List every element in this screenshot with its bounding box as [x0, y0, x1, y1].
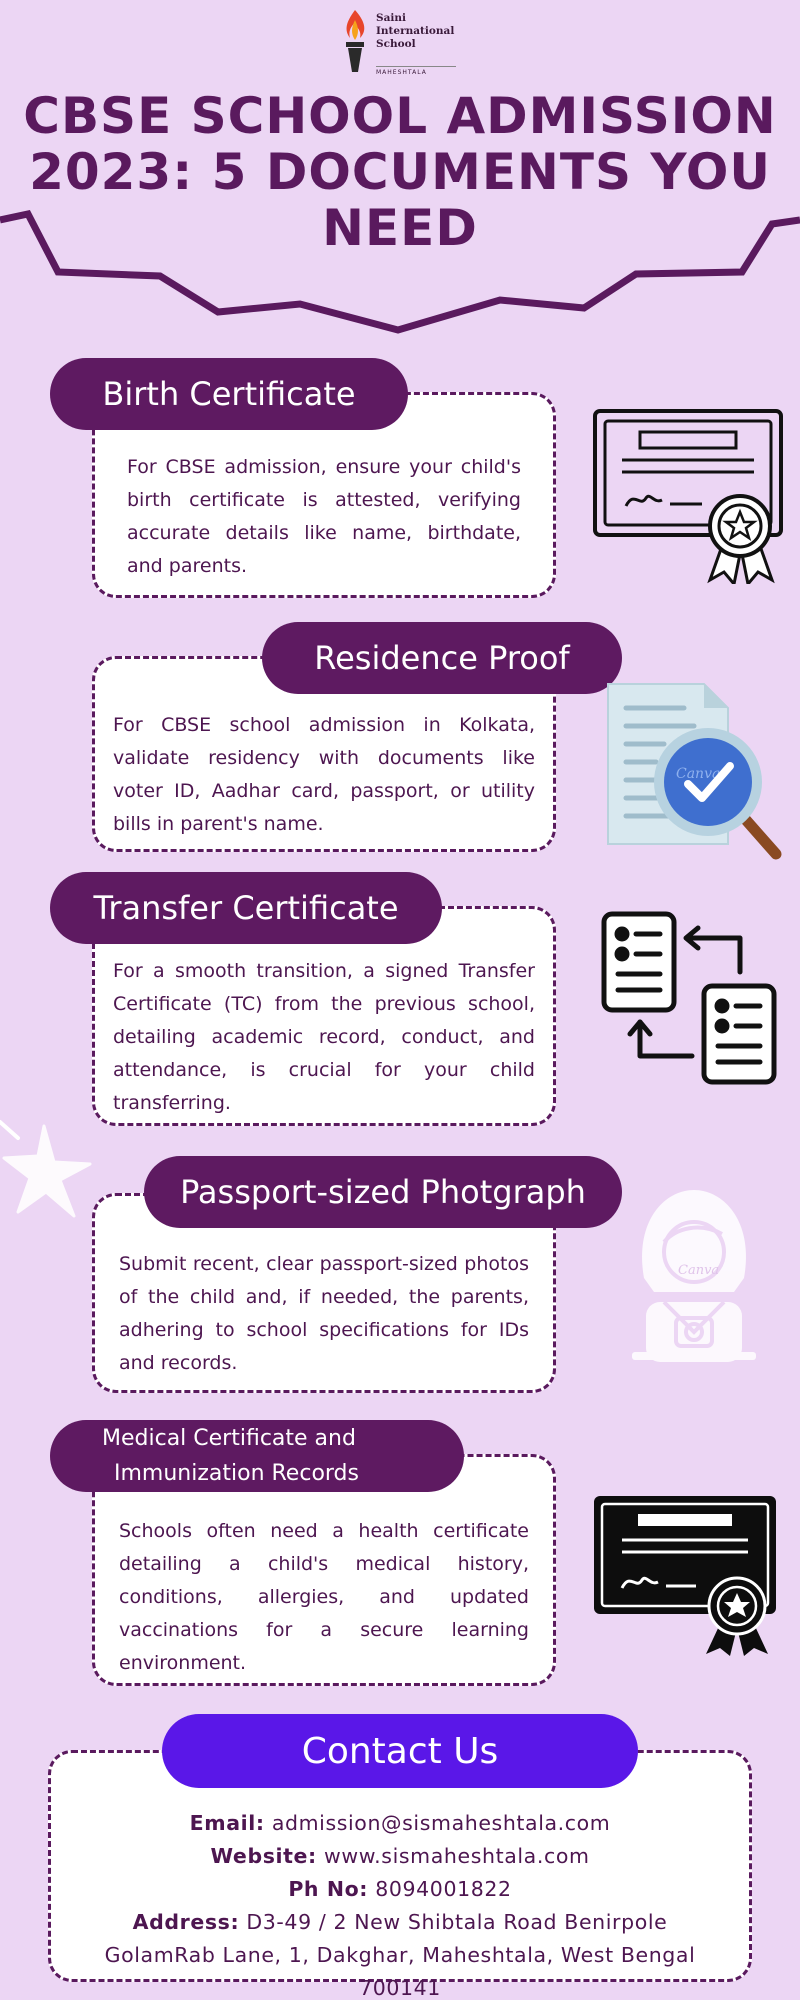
phone-label: Ph No: — [288, 1877, 369, 1901]
address-label: Address: — [132, 1910, 240, 1934]
page-title: CBSE SCHOOL ADMISSION 2023: 5 DOCUMENTS YOU NEED — [23, 87, 777, 257]
contact-website-row — [57, 1840, 743, 1873]
torch-icon — [338, 8, 372, 78]
residence-proof-heading-text: Residence Proof — [314, 639, 570, 677]
contact-heading — [162, 1714, 638, 1788]
medical-certificate-heading — [50, 1420, 464, 1492]
birth-certificate-text: For CBSE admission, ensure your child's birth certificate is attested, verifying accurate details like name, birthdate, and parents. — [127, 456, 521, 577]
school-logo — [338, 8, 468, 78]
transfer-certificate-text: For a smooth transition, a signed Transfer Certificate (TC) from the previous school, detailing academic record, conduct, and attendance, is crucial for your child transferring. — [113, 960, 535, 1114]
website-label: Website: — [210, 1844, 317, 1868]
email-label: Email: — [189, 1811, 265, 1835]
contact-email-row — [57, 1807, 743, 1840]
logo-line-1: Saini — [376, 12, 406, 24]
residence-proof-heading — [262, 622, 622, 694]
logo-line-2: International — [376, 25, 455, 37]
contact-address-row — [57, 1906, 743, 1939]
photograph-heading — [144, 1156, 622, 1228]
residence-proof-text: For CBSE school admission in Kolkata, validate residency with documents like voter ID, Aadhar card, passport, or utility bills in parent's name. — [113, 714, 535, 835]
photograph-heading-text: Passport-sized Photgraph — [180, 1173, 586, 1211]
certificate-outline-icon — [592, 408, 786, 584]
medical-heading-line-1: Medical Certificate and — [102, 1426, 356, 1451]
photograph-text: Submit recent, clear passport-sized photos of the child and, if needed, the parents, adhering to school specifications for IDs and records. — [119, 1253, 529, 1374]
residence-icon-watermark: Canva — [676, 766, 721, 782]
document-verify-icon — [604, 680, 784, 862]
address-line-2: GolamRab Lane, 1, Dakghar, Maheshtala, West Bengal — [104, 1943, 696, 1967]
contact-phone-row — [57, 1873, 743, 1906]
medical-certificate-text: Schools often need a health certificate detailing a child's medical history, conditions, allergies, and updated vaccinations for a secure learning environment. — [119, 1520, 529, 1674]
phone-value[interactable]: 8094001822 — [375, 1877, 512, 1901]
document-transfer-icon — [600, 910, 778, 1088]
photographer-icon — [624, 1182, 764, 1378]
birth-certificate-heading — [50, 358, 408, 430]
medical-heading-line-2: Immunization Records — [114, 1461, 359, 1486]
address-line-1: D3-49 / 2 New Shibtala Road Benirpole — [246, 1910, 668, 1934]
transfer-certificate-heading — [50, 872, 442, 944]
address-line-3: 700141 — [359, 1976, 441, 2000]
certificate-filled-icon — [592, 1494, 778, 1656]
photograph-icon-watermark: Canva — [678, 1263, 720, 1278]
logo-line-3: School — [376, 38, 416, 50]
website-value[interactable]: www.sismaheshtala.com — [323, 1844, 590, 1868]
birth-certificate-heading-text: Birth Certificate — [102, 375, 356, 413]
email-value[interactable]: admission@sismaheshtala.com — [271, 1811, 611, 1835]
logo-subtitle: MAHESHTALA — [376, 66, 456, 76]
contact-heading-text: Contact Us — [301, 1730, 499, 1772]
sparkle-doodle-icon — [0, 1116, 100, 1226]
transfer-certificate-heading-text: Transfer Certificate — [93, 889, 399, 927]
